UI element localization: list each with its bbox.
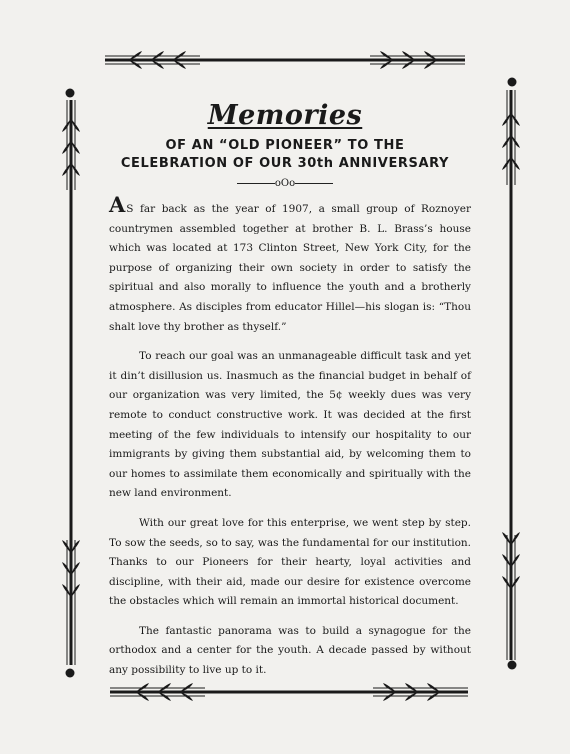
drop-cap: A	[109, 192, 126, 217]
article-body	[109, 192, 471, 691]
paragraph-4: The fantastic panorama was to build a synagogue for the orthodox and a center for the youth. A decade passed by without any possibility to live up to it.	[109, 624, 471, 677]
top-leaf-rule-icon	[105, 51, 465, 69]
paragraph-2: To reach our goal was an unmanageable difficult task and yet it din’t disillusion us. Inasmuch as the financial budget in behalf of our organization was very limited, the 5¢ weekly dues was very remote to conduct constructive work. It was decided at the first meeting of the few individuals to intensify our hospitality to our immigrants by giving them substantial aid, by welcoming them to our homes to assimilate them economically and spiritually with the new land environment.	[109, 350, 471, 500]
separator-ornament: oOo	[274, 178, 296, 189]
paragraph-1-text: S far back as the year of 1907, a small group of Roznoyer countrymen assembled together at brother B. L. Brass’s house which was located at 173 Clinton Street, New York City, for the purpose of organizing their own society in order to satisfy the spiritual and also morally to influence the youth and a brotherly atmosphere. As disciples from educator Hillel—his slogan is: “Thou shalt love thy brother as thyself.”	[109, 203, 471, 333]
page-title: Memories	[207, 100, 363, 131]
left-leaf-rule-icon	[62, 89, 80, 678]
paragraph-1	[109, 192, 471, 337]
paragraph-3: With our great love for this enterprise, we went step by step. To sow the seeds, so to say, was the fundamental for our institution. Thanks to our Pioneers for their hearty, loyal activities and discipline, with their aid, made our desire for existence overcome the obstacles which will remain an immortal historical document.	[109, 516, 471, 608]
subtitle-line-2: CELEBRATION OF OUR 30th ANNIVERSARY	[120, 156, 450, 171]
subtitle-line-1: OF AN “OLD PIONEER” TO THE	[165, 138, 405, 153]
section-separator	[0, 178, 570, 189]
separator-rule-left	[237, 183, 275, 184]
separator-rule-right	[295, 183, 333, 184]
